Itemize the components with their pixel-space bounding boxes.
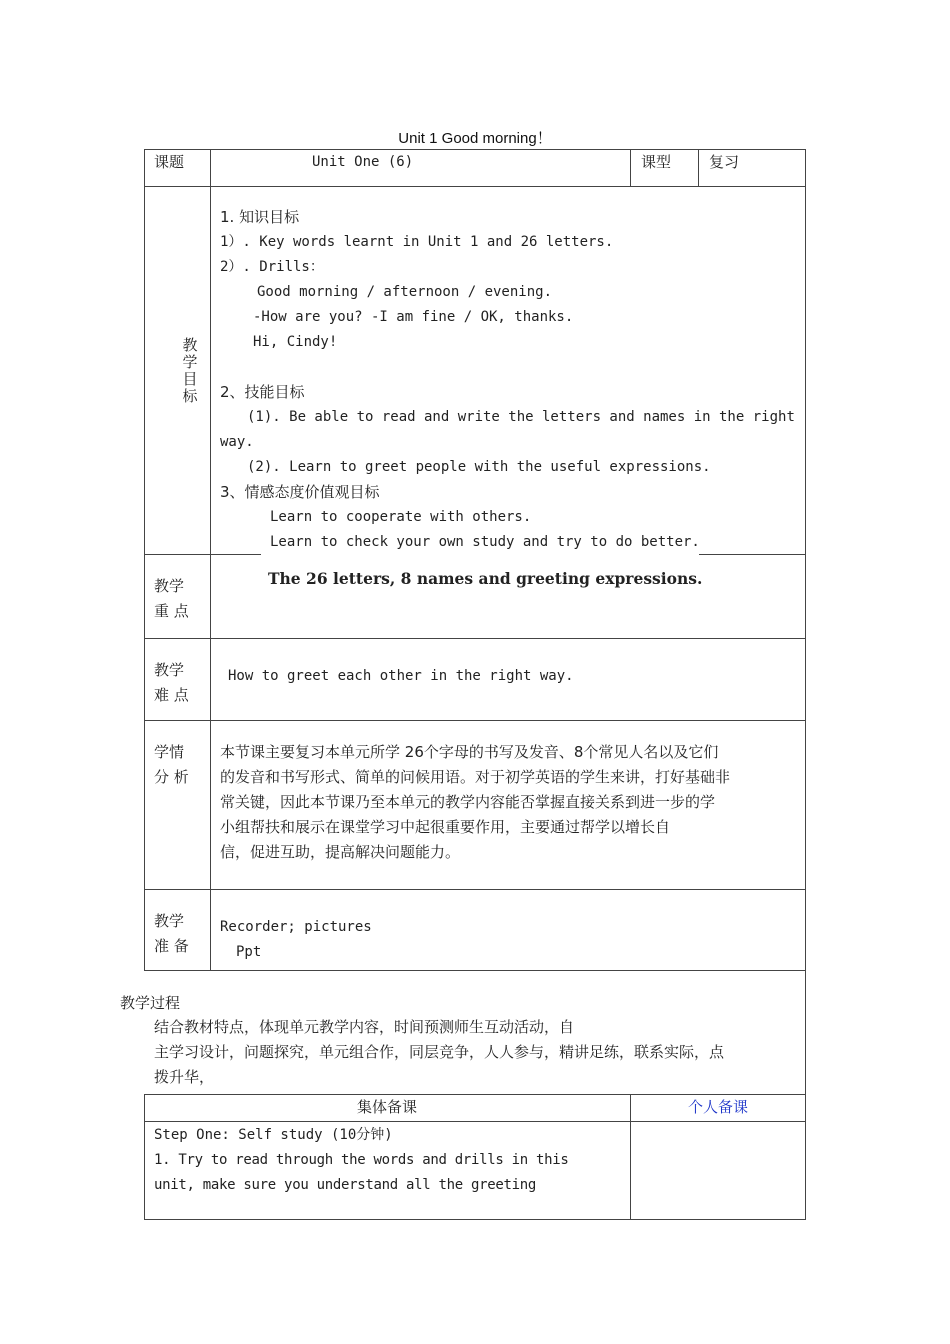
objective-heading-skills: 2、技能目标 <box>220 383 305 401</box>
process-label: 教学过程 <box>120 994 181 1012</box>
objective-line: 2）. Drills： <box>220 259 324 275</box>
objective-line: Learn to cooperate with others. <box>270 509 532 525</box>
preparation-label-bottom: 准 备 <box>154 937 189 955</box>
objective-line: Hi, Cindy! <box>253 334 338 350</box>
step-one-line: 1. Try to read through the words and drills in this <box>154 1152 569 1168</box>
analysis-label-top: 学情 <box>154 743 185 761</box>
topic-label: 课题 <box>154 153 185 171</box>
objective-line: (1). Be able to read and write the letters and names in the right <box>247 409 795 425</box>
objective-line: way. <box>220 434 254 450</box>
preparation-line: Recorder; pictures <box>220 919 372 935</box>
type-label: 课型 <box>641 153 672 171</box>
preparation-label-top: 教学 <box>154 912 185 930</box>
objective-line: -How are you? -I am fine / OK, thanks. <box>253 309 574 325</box>
objectives-label: 教学目标 <box>182 336 198 405</box>
process-line: 拨升华， <box>154 1068 215 1086</box>
topic-value: Unit One (6) <box>312 154 414 170</box>
group-prep-header: 集体备课 <box>356 1098 417 1116</box>
step-one-line: unit, make sure you understand all the greeting <box>154 1177 537 1193</box>
objective-heading-knowledge: 1. 知识目标 <box>220 208 300 226</box>
objective-line: Good morning / afternoon / evening. <box>257 284 553 300</box>
difficulties-label-bottom: 难 点 <box>154 686 189 704</box>
process-line: 主学习设计，问题探究，单元组合作，同层竞争，人人参与，精讲足练，联系实际，点 <box>154 1043 725 1061</box>
page-title: Unit 1 Good morning！ <box>398 130 552 147</box>
analysis-line: 的发音和书写形式、简单的问候用语。对于初学英语的学生来讲，打好基础非 <box>220 768 731 786</box>
key-points-label-top: 教学 <box>154 577 185 595</box>
objective-heading-attitude: 3、情感态度价值观目标 <box>220 483 380 501</box>
analysis-line: 本节课主要复习本单元所学 26个字母的书写及发音、8个常见人名以及它们 <box>220 743 719 761</box>
difficulties-text: How to greet each other in the right way. <box>228 668 574 684</box>
objective-line: (2). Learn to greet people with the useful expressions. <box>247 459 711 475</box>
key-points-label-bottom: 重 点 <box>154 602 189 620</box>
key-points-text: The 26 letters, 8 names and greeting expressions. <box>268 569 703 588</box>
type-value: 复习 <box>709 153 740 171</box>
analysis-label-bottom: 分 析 <box>154 768 189 786</box>
process-line: 结合教材特点，体现单元教学内容，时间预测师生互动活动，自 <box>154 1018 575 1036</box>
personal-prep-header: 个人备课 <box>687 1098 748 1116</box>
analysis-line: 常关键，因此本节课乃至本单元的教学内容能否掌握直接关系到进一步的学 <box>220 793 716 811</box>
objective-line: 1）. Key words learnt in Unit 1 and 26 letters. <box>220 234 614 250</box>
objective-line: Learn to check your own study and try to do better. <box>270 534 700 550</box>
analysis-line: 小组帮扶和展示在课堂学习中起很重要作用，主要通过帮学以增长自 <box>220 818 671 836</box>
step-one-title: Step One: Self study (10分钟) <box>154 1127 393 1143</box>
difficulties-label-top: 教学 <box>154 661 185 679</box>
preparation-line: Ppt <box>236 944 262 960</box>
analysis-line: 信，促进互助，提高解决问题能力。 <box>220 843 461 861</box>
